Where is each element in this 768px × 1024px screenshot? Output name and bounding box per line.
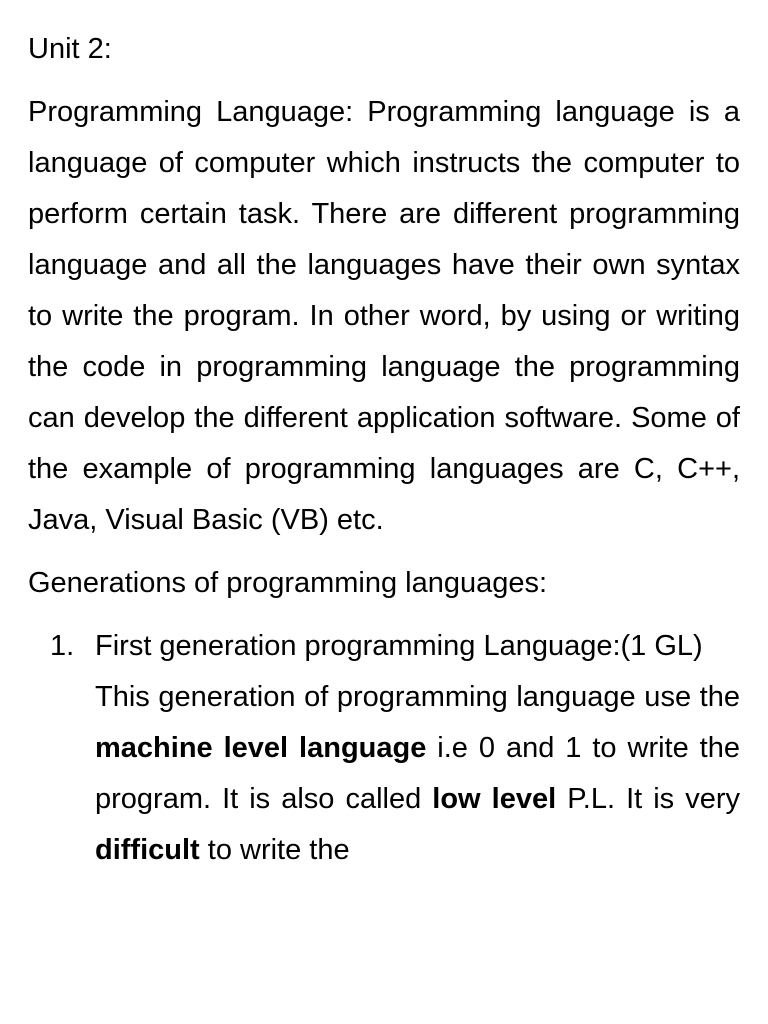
bold-term-machine-level-language: machine level language xyxy=(95,732,427,764)
document-page xyxy=(28,24,740,876)
body-text: P.L. It is very xyxy=(556,783,741,815)
list-item xyxy=(28,621,740,876)
unit-heading: Unit 2: xyxy=(28,33,112,65)
generations-list xyxy=(28,621,740,876)
intro-paragraph: Programming Language: Programming language is a language of computer which instructs the computer to perform certain task. There are different programming language and all the languages have their own syntax to write the program. In other word, by using or writing the code in programming language the programming can develop the different application software. Some of the example of programming languages are C, C++, Java, Visual Basic (VB) etc. xyxy=(28,96,740,536)
body-text: to write the xyxy=(199,834,350,866)
body-text: This generation of programming language use the xyxy=(95,681,740,713)
list-item-body xyxy=(95,672,740,876)
body-text: i.e 0 and 1 to write the program. It is also called xyxy=(95,732,740,815)
bold-term-difficult: difficult xyxy=(95,834,200,866)
bold-term-low-level: low level xyxy=(432,783,557,815)
list-item-number: 1. xyxy=(50,630,75,662)
list-item-title: First generation programming Language:(1 GL) xyxy=(95,630,703,662)
generations-heading: Generations of programming languages: xyxy=(28,567,548,599)
